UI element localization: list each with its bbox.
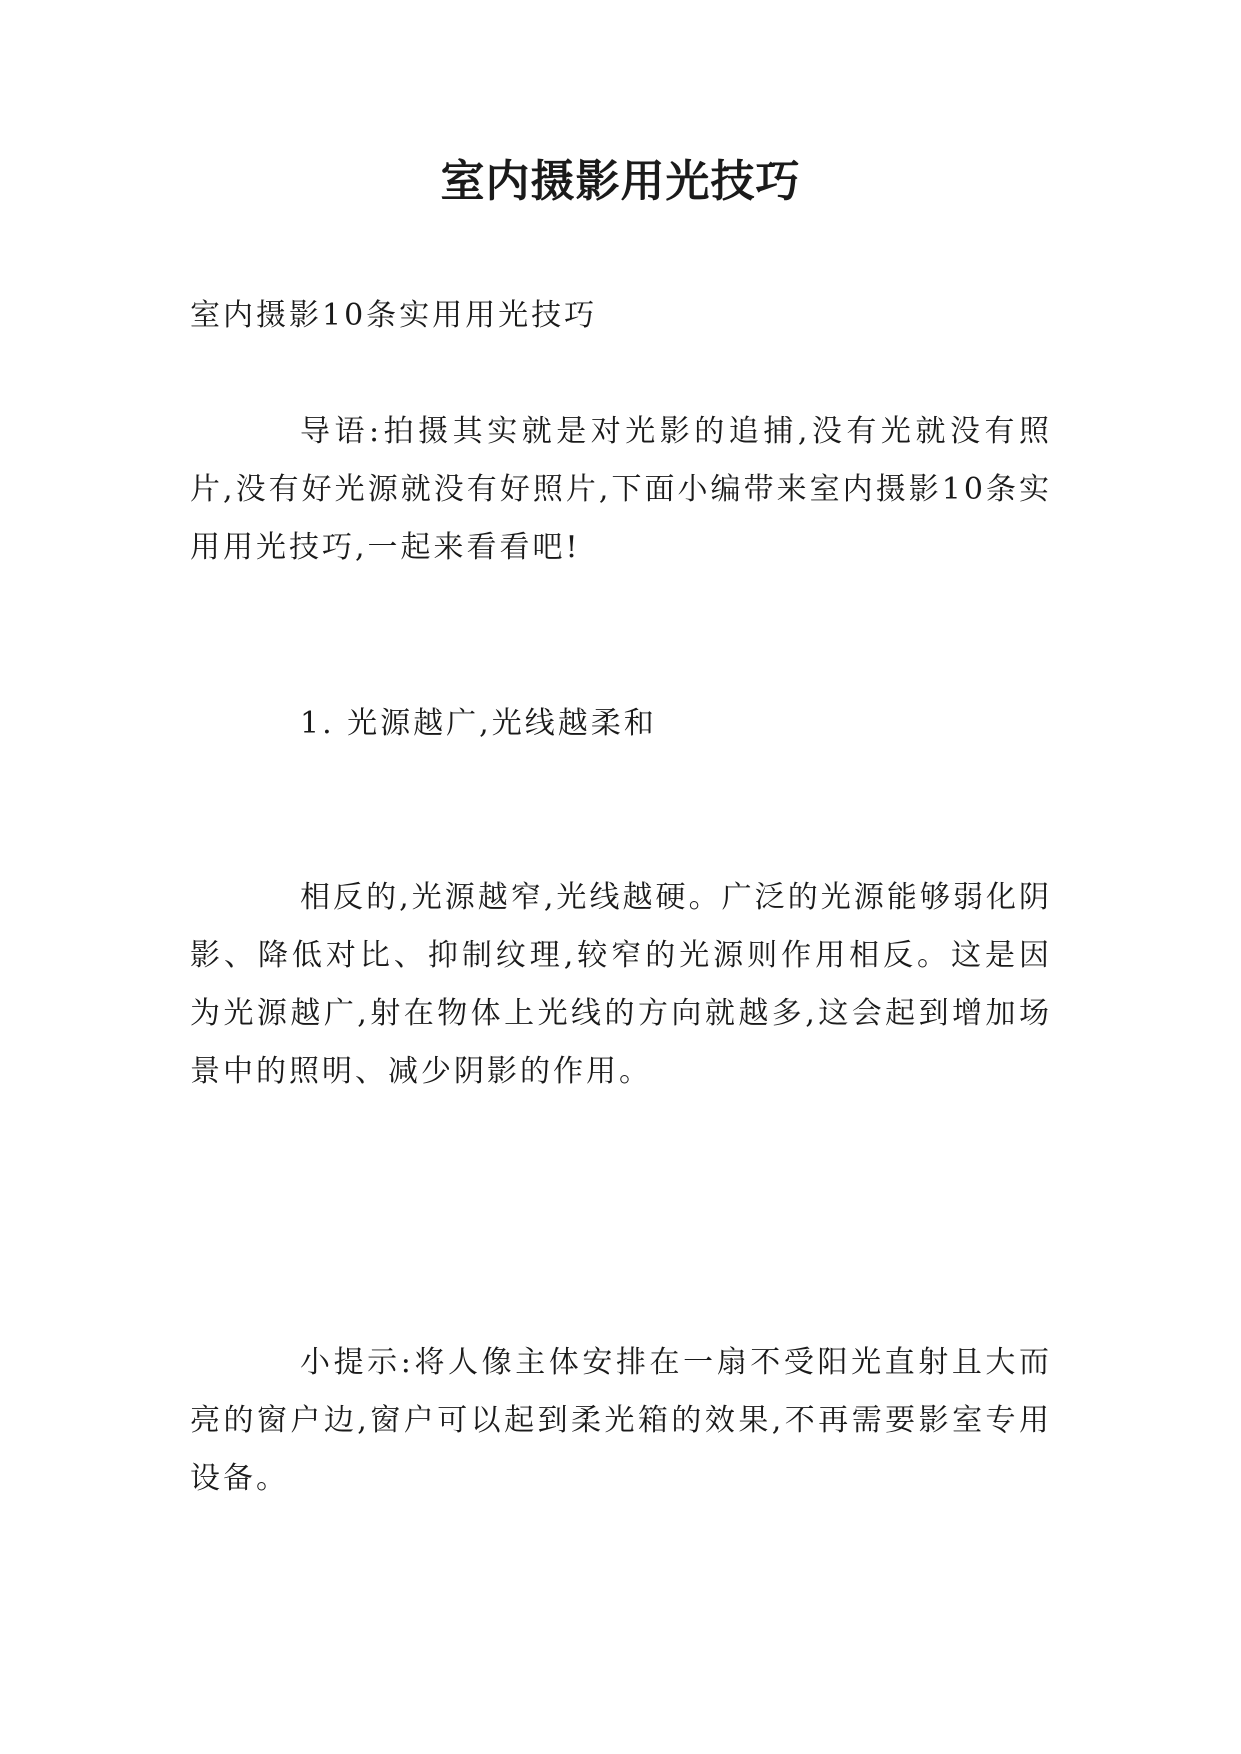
body-paragraph: 相反的,光源越窄,光线越硬。广泛的光源能够弱化阴影、降低对比、抑制纹理,较窄的光源则作用相反。这是因为光源越广,射在物体上光线的方向就越多,这会起到增加场景中的照明、减少阴影的作用。 <box>190 880 1052 1089</box>
section-heading: 1. 光源越广,光线越柔和 <box>300 706 657 741</box>
document-title: 室内摄影用光技巧 <box>440 156 801 207</box>
document-subtitle: 室内摄影10条实用用光技巧 <box>190 298 598 333</box>
intro-paragraph: 导语:拍摄其实就是对光影的追捕,没有光就没有照片,没有好光源就没有好照片,下面小编带来室内摄影10条实用用光技巧,一起来看看吧! <box>190 414 1052 565</box>
tip-paragraph: 小提示:将人像主体安排在一扇不受阳光直射且大而亮的窗户边,窗户可以起到柔光箱的效果,不再需要影室专用设备。 <box>190 1345 1052 1496</box>
